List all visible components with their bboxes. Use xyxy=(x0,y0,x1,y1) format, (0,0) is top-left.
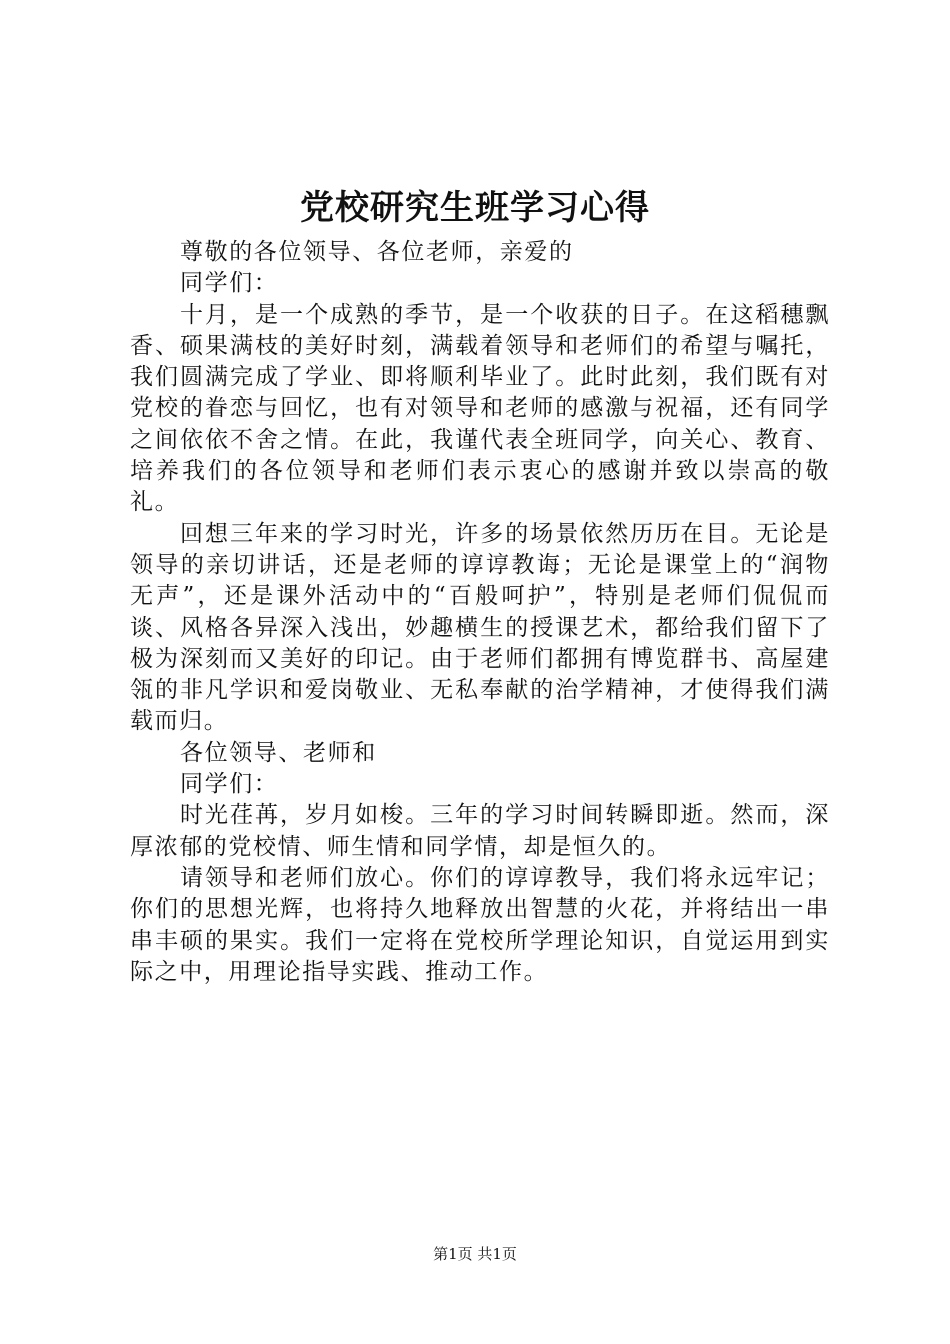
address-line-2: 同学们： xyxy=(180,771,279,798)
salutation-line-2: 同学们： xyxy=(180,270,279,297)
paragraph-1: 十月，是一个成熟的季节，是一个收获的日子。在这稻穗飘香、硕果满枝的美好时刻，满载着领导和老师们的希望与嘱托，我们圆满完成了学业、即将顺利毕业了。此时此刻，我们既有对党校的眷恋与回忆，也有对领导和老师的感激与祝福，还有同学之间依依不舍之情。在此，我谨代表全班同学，向关心、教育、培养我们的各位领导和老师们表示衷心的感谢并致以崇高的敬礼。 xyxy=(130,301,830,516)
paragraph-2: 回想三年来的学习时光，许多的场景依然历历在目。无论是领导的亲切讲话，还是老师的谆谆教诲；无论是课堂上的“润物无声”，还是课外活动中的“百般呵护”，特别是老师们侃侃而谈、风格各异深入浅出，妙趣横生的授课艺术，都给我们留下了极为深刻而又美好的印记。由于老师们都拥有博览群书、高屋建瓴的非凡学识和爱岗敬业、无私奉献的治学精神，才使得我们满载而归。 xyxy=(130,520,830,735)
page-footer: 第1页 共1页 xyxy=(433,1245,517,1263)
document-body xyxy=(130,237,830,988)
salutation-line-1: 尊敬的各位领导、各位老师，亲爱的 xyxy=(180,239,574,265)
document-title: 党校研究生班学习心得 xyxy=(300,188,650,228)
paragraph-4: 请领导和老师们放心。你们的谆谆教导，我们将永远牢记；你们的思想光辉，也将持久地释放出智慧的火花，并将结出一串串丰硕的果实。我们一定将在党校所学理论知识，自觉运用到实际之中，用理论指导实践、推动工作。 xyxy=(130,864,830,985)
address-line-1: 各位领导、老师和 xyxy=(180,739,377,766)
paragraph-3: 时光荏苒，岁月如梭。三年的学习时间转瞬即逝。然而，深厚浓郁的党校情、师生情和同学情，却是恒久的。 xyxy=(130,802,830,860)
